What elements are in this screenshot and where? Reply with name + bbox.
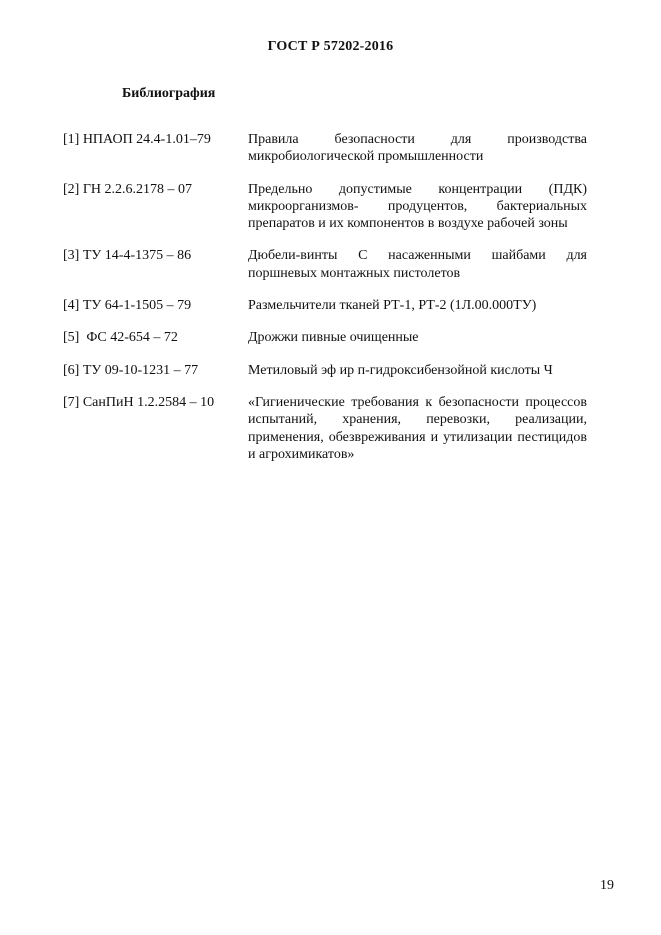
bibliography-entry <box>63 329 587 346</box>
entry-description: Правила безопасности для производства микробиологической промышленности <box>248 132 587 165</box>
entry-description: Предельно допустимые концентрации (ПДК) микроорганизмов- продуцентов, бактериальных препаратов и их компонентов в воздухе рабочей зоны <box>248 181 587 232</box>
entry-reference: [7] СанПиН 1.2.2584 – 10 <box>63 394 215 410</box>
bibliography-list <box>63 131 587 463</box>
entry-description: Дюбели-винты С насаженными шайбами для поршневых монтажных пистолетов <box>248 248 587 281</box>
entry-reference: [1] НПАОП 24.4-1.01–79 <box>63 132 211 147</box>
bibliography-entry <box>63 247 587 282</box>
page-number: 19 <box>600 878 614 893</box>
entry-reference: [5] ФС 42-654 – 72 <box>63 330 178 346</box>
entry-reference: [4] ТУ 64-1-1505 – 79 <box>63 298 192 314</box>
entry-reference: [6] ТУ 09-10-1231 – 77 <box>63 362 199 378</box>
entry-description: «Гигиенические требования к безопасности процессов испытаний, хранения, перевозки, реализации, применения, обезвреживания и утилизации пестицидов и агрохимикатов» <box>248 394 587 462</box>
bibliography-entry <box>63 181 587 233</box>
document-header: ГОСТ Р 57202-2016 <box>267 39 394 54</box>
entry-description: Метиловый эф ир п-гидроксибензойной кислоты Ч <box>248 362 553 378</box>
entry-description: Размельчители тканей РТ-1, РТ-2 (1Л.00.000ТУ) <box>248 298 537 314</box>
entry-reference: [3] ТУ 14-4-1375 – 86 <box>63 248 192 264</box>
bibliography-entry <box>63 394 587 463</box>
section-title: Библиография <box>122 86 216 101</box>
entry-description: Дрожжи пивные очищенные <box>248 330 419 346</box>
bibliography-entry <box>63 131 587 166</box>
bibliography-entry <box>63 297 587 314</box>
entry-reference: [2] ГН 2.2.6.2178 – 07 <box>63 181 193 197</box>
bibliography-entry <box>63 362 587 379</box>
